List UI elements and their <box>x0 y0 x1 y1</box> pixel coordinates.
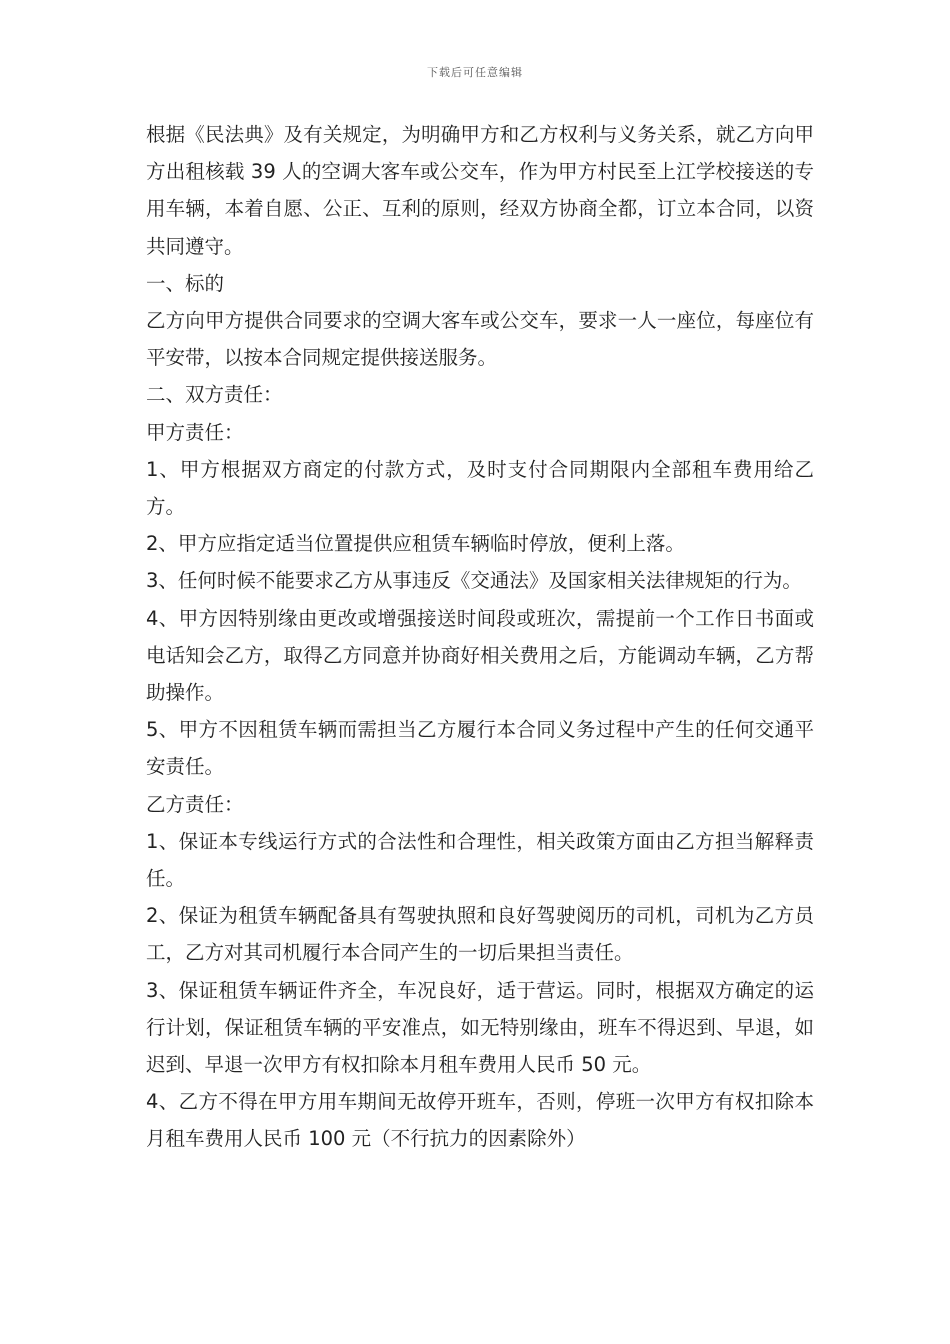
subheading-party-b: 乙方责任： <box>146 792 244 816</box>
party-a-clause-5: 5、甲方不因租赁车辆而需担当乙方履行本合同义务过程中产生的任何交通平安责任。 <box>146 718 814 779</box>
party-a-clause-4: 4、甲方因特别缘由更改或增强接送时间段或班次，需提前一个工作日书面或电话知会乙方，取得乙方同意并协商好相关费用之后，方能调动车辆，乙方帮助操作。 <box>146 606 814 705</box>
party-b-clause-2: 2、保证为租赁车辆配备具有驾驶执照和良好驾驶阅历的司机，司机为乙方员工，乙方对其司机履行本合同产生的一切后果担当责任。 <box>146 904 814 965</box>
section-heading-responsibilities: 二、双方责任： <box>146 383 283 407</box>
party-a-clause-2: 2、甲方应指定适当位置提供应租赁车辆临时停放，便利上落。 <box>146 532 685 556</box>
party-b-clause-4: 4、乙方不得在甲方用车期间无故停开班车，否则，停班一次甲方有权扣除本月租车费用人民币 100 元（不行抗力的因素除外） <box>146 1090 814 1151</box>
party-a-clause-3: 3、任何时候不能要求乙方从事违反《交通法》及国家相关法律规矩的行为。 <box>146 569 802 593</box>
subheading-party-a: 甲方责任： <box>146 420 244 444</box>
party-a-clause-1: 1、甲方根据双方商定的付款方式，及时支付合同期限内全部租车费用给乙方。 <box>146 457 814 519</box>
paragraph-subject: 乙方向甲方提供合同要求的空调大客车或公交车，要求一人一座位，每座位有平安带，以按本合同规定提供接送服务。 <box>146 309 814 370</box>
paragraph-intro: 根据《民法典》及有关规定，为明确甲方和乙方权利与义务关系，就乙方向甲方出租核载 39 人的空调大客车或公交车，作为甲方村民至上江学校接送的专用车辆，本着自愿、公正、互利的原则，经双方协商全都，订立本合同，以资共同遵守。 <box>146 123 814 258</box>
section-heading-subject: 一、标的 <box>146 271 225 295</box>
page-header-note: 下载后可任意编辑 <box>427 66 523 79</box>
party-b-clause-1: 1、保证本专线运行方式的合法性和合理性，相关政策方面由乙方担当解释责任。 <box>146 829 814 891</box>
document-body <box>146 116 814 1158</box>
party-b-clause-3: 3、保证租赁车辆证件齐全，车况良好，适于营运。同时，根据双方确定的运行计划，保证租赁车辆的平安准点，如无特别缘由，班车不得迟到、早退，如迟到、早退一次甲方有权扣除本月租车费用人民币 50 元。 <box>146 978 814 1077</box>
